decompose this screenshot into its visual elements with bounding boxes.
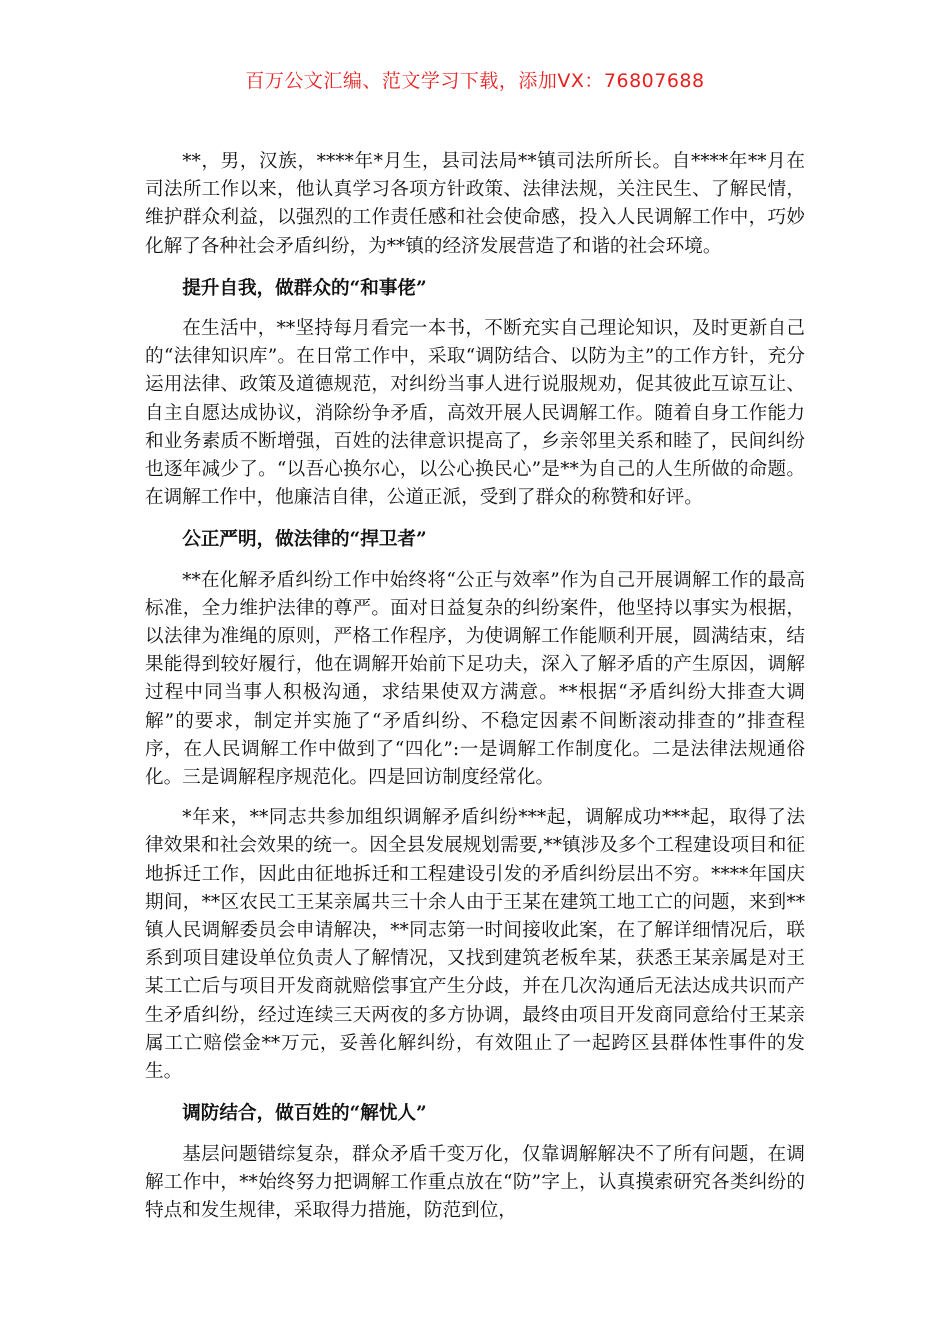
section-1-paragraph-1: 在生活中，**坚持每月看完一本书，不断充实自己理论知识，及时更新自己的“法律知识库”。在日常工作中，采取“调防结合、以防为主”的工作方针，充分运用法律、政策及道德规范，对纠纷当事人进行说服规劝，促其彼此互谅互让、自主自愿达成协议，消除纷争矛盾，高效开展人民调解工作。随着自身工作能力和业务素质不断增强，百姓的法律意识提高了，乡亲邻里关系和睦了，民间纠纷也逐年减少了。“以吾心换尔心，以公心换民心”是**为自己的人生所做的命题。在调解工作中，他廉洁自律，公道正派，受到了群众的称赞和好评。 <box>145 318 805 509</box>
section-2-paragraph-2: *年来，**同志共参加组织调解矛盾纠纷***起，调解成功***起，取得了法律效果和社会效果的统一。因全县发展规划需要,**镇涉及多个工程建设项目和征地拆迁工作，因此由征地拆迁和工程建设引发的矛盾纠纷层出不穷。****年国庆期间，**区农民工王某亲属共三十余人由于王某在建筑工地工亡的问题，来到**镇人民调解委员会申请解决，**同志第一时间接收此案，在了解详细情况后，联系到项目建设单位负责人了解情况，又找到建筑老板牟某，获悉王某亲属是对王某工亡后与项目开发商就赔偿事宜产生分歧，并在几次沟通后无法达成共识而产生矛盾纠纷，经过连续三天两夜的多方协调，最终由项目开发商同意给付王某亲属工亡赔偿金**万元，妥善化解纠纷，有效阻止了一起跨区县群体性事件的发生。 <box>145 807 805 1083</box>
watermark-banner: 百万公文汇编、范文学习下载，添加VX：76807688 <box>245 70 705 92</box>
section-heading-3: 调防结合，做百姓的“解忧人” <box>182 1103 427 1125</box>
document-body <box>145 148 805 1225</box>
intro-paragraph: **，男，汉族，****年*月生，县司法局**镇司法所所长。自****年**月在司法所工作以来，他认真学习各项方针政策、法律法规，关注民生、了解民情，维护群众利益，以强烈的工作责任感和社会使命感，投入人民调解工作中，巧妙化解了各种社会矛盾纠纷，为**镇的经济发展营造了和谐的社会环境。 <box>145 151 805 257</box>
section-3-paragraph-1: 基层问题错综复杂，群众矛盾千变万化，仅靠调解解决不了所有问题，在调解工作中，**始终努力把调解工作重点放在“防”字上，认真摸索研究各类纠纷的特点和发生规律，采取得力措施，防范到位， <box>145 1143 805 1221</box>
section-heading-1: 提升自我，做群众的“和事佬” <box>182 277 427 299</box>
section-heading-2: 公正严明，做法律的“捍卫者” <box>182 529 427 551</box>
section-2-paragraph-1: **在化解矛盾纠纷工作中始终将“公正与效率”作为自己开展调解工作的最高标准，全力维护法律的尊严。面对日益复杂的纠纷案件，他坚持以事实为根据，以法律为准绳的原则，严格工作程序，为使调解工作能顺利开展，圆满结束，结果能得到较好履行，他在调解开始前下足功夫，深入了解矛盾的产生原因，调解过程中同当事人积极沟通，求结果使双方满意。**根据“矛盾纠纷大排查大调解”的要求，制定并实施了“矛盾纠纷、不稳定因素不间断滚动排查的”排查程序，在人民调解工作中做到了“四化”:一是调解工作制度化。二是法律法规通俗化。三是调解程序规范化。四是回访制度经常化。 <box>145 569 805 789</box>
